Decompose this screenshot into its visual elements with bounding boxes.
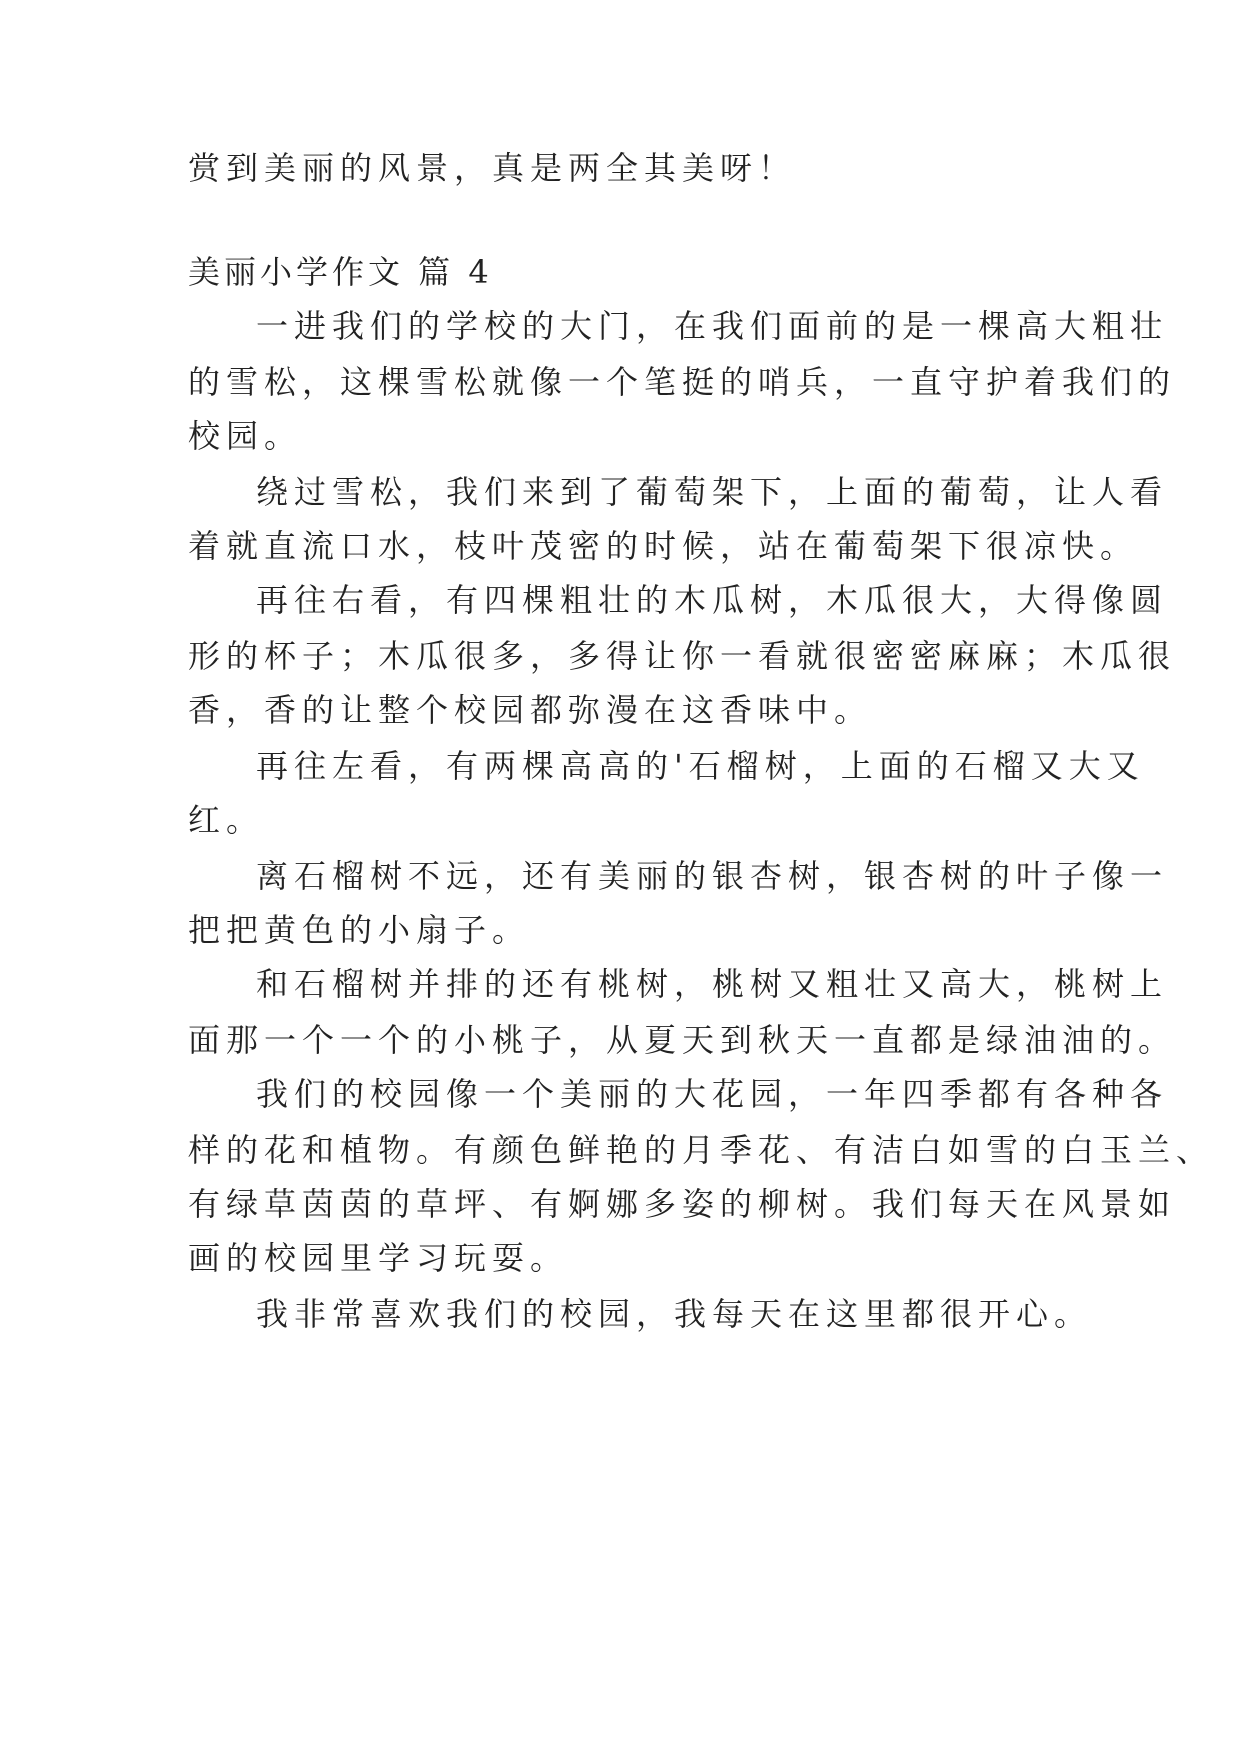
paragraph-line: 我非常喜欢我们的校园，我每天在这里都很开心。 — [256, 1295, 1093, 1333]
paragraph-line: 再往左看，有两棵高高的'石榴树，上面的石榴又大又 — [256, 747, 1145, 785]
paragraph-line: 香，香的让整个校园都弥漫在这香味中。 — [188, 691, 873, 729]
paragraph-line: 的雪松，这棵雪松就像一个笔挺的哨兵，一直守护着我们的 — [188, 363, 1177, 401]
paragraph-line: 绕过雪松，我们来到了葡萄架下，上面的葡萄，让人看 — [256, 473, 1169, 511]
paragraph-line: 再往右看，有四棵粗壮的木瓜树，木瓜很大，大得像圆 — [256, 581, 1169, 619]
paragraph-line: 形的杯子；木瓜很多，多得让你一看就很密密麻麻；木瓜很 — [188, 637, 1177, 675]
section-title: 美丽小学作文 篇 4 — [188, 253, 493, 291]
paragraph-line: 画的校园里学习玩耍。 — [188, 1239, 569, 1277]
paragraph-line: 红。 — [188, 801, 265, 839]
paragraph-line: 一进我们的学校的大门，在我们面前的是一棵高大粗壮 — [256, 307, 1169, 345]
paragraph-line: 和石榴树并排的还有桃树，桃树又粗壮又高大，桃树上 — [256, 965, 1169, 1003]
paragraph-line: 有绿草茵茵的草坪、有婀娜多姿的柳树。我们每天在风景如 — [188, 1185, 1177, 1223]
paragraph-line: 校园。 — [188, 417, 303, 455]
paragraph-line: 我们的校园像一个美丽的大花园，一年四季都有各种各 — [256, 1075, 1169, 1113]
paragraph-line: 着就直流口水，枝叶茂密的时候，站在葡萄架下很凉快。 — [188, 527, 1139, 565]
intro-line: 赏到美丽的风景，真是两全其美呀！ — [188, 149, 797, 187]
paragraph-line: 离石榴树不远，还有美丽的银杏树，银杏树的叶子像一 — [256, 857, 1169, 895]
paragraph-line: 面那一个一个的小桃子，从夏天到秋天一直都是绿油油的。 — [188, 1021, 1177, 1059]
paragraph-line: 把把黄色的小扇子。 — [188, 911, 531, 949]
paragraph-line: 样的花和植物。有颜色鲜艳的月季花、有洁白如雪的白玉兰、 — [188, 1131, 1215, 1169]
